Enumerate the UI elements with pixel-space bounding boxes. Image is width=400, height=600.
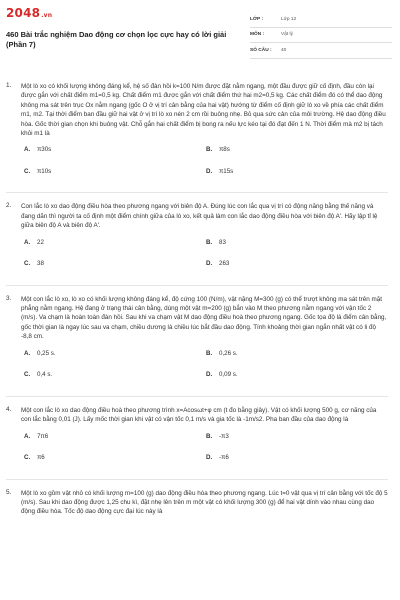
option-text: -π6	[219, 454, 229, 461]
question-number: 2.	[6, 202, 12, 210]
option-letter: B.	[206, 432, 213, 440]
option-a[interactable]	[24, 433, 206, 455]
question-text: Một con lắc lò xo dao động điều hoà theo phương trình x=Acosωt+φ cm (t đo bằng giây). Vật có khối lượng 500 g, cơ năng của con lắc bằng 0,01 (J). Lấy mốc thời gian khi vật có vận tốc 0,1 m/s và gia tốc là -1m/s2. Pha ban đầu của dao động là	[21, 406, 377, 424]
option-c[interactable]	[24, 454, 206, 476]
meta-subject-value: Vật lý	[281, 32, 293, 38]
question-number: 1.	[6, 82, 12, 89]
answer-options	[21, 433, 388, 476]
site-logo[interactable]	[6, 6, 52, 20]
question-divider	[6, 285, 388, 286]
page-header	[0, 0, 400, 62]
option-letter: D.	[206, 260, 213, 268]
meta-class-row	[250, 12, 392, 28]
question-divider	[6, 192, 388, 193]
meta-subject-label: MÔN :	[250, 32, 265, 38]
question-divider	[6, 479, 388, 480]
meta-subject-row	[250, 28, 392, 44]
option-letter: C.	[24, 167, 31, 175]
meta-count-label: SỐ CÂU :	[250, 47, 272, 53]
option-d[interactable]	[206, 260, 388, 282]
option-letter: A.	[24, 432, 31, 440]
option-text: π8s	[219, 146, 230, 154]
option-letter: A.	[24, 349, 31, 357]
option-letter: D.	[206, 167, 213, 175]
option-b[interactable]	[206, 433, 388, 455]
option-letter: B.	[206, 238, 213, 246]
option-text: π10s	[37, 167, 52, 175]
option-letter: B.	[206, 146, 213, 154]
question-number: 4.	[6, 405, 12, 413]
option-c[interactable]	[24, 371, 206, 393]
option-text: 83	[219, 238, 226, 246]
option-text: 0,09 s.	[219, 371, 238, 379]
question-1	[6, 82, 388, 189]
option-a[interactable]	[24, 350, 206, 372]
option-text: -π3	[219, 432, 229, 440]
option-d[interactable]	[206, 168, 388, 190]
option-text: 22	[37, 238, 44, 246]
meta-class-label: LỚP :	[250, 16, 264, 22]
meta-count-row	[250, 43, 392, 59]
answer-options	[21, 239, 388, 282]
logo-suffix: .vn	[41, 12, 53, 19]
question-4	[6, 406, 388, 476]
option-letter: A.	[24, 146, 31, 154]
answer-options	[21, 350, 388, 393]
option-a[interactable]	[24, 146, 206, 168]
question-text: Một con lắc lò xo, lò xo có khối lượng không đáng kể, độ cứng 100 (N/m), vật nặng M=300 (g) có thể trượt không ma sát trên mặt phẳng nằm ngang. Hệ đang ở trạng thái cân bằng, dùng một vật m=200 (g) bắn vào M theo phương nằm ngang với vận tốc 2 (m/s). Va chạm là hoàn toàn đàn hồi. Sau khi va chạm vật M dao động điều hoà theo phương ngang. Gốc tọa độ là điểm cân bằng, gốc thời gian là ngay lúc sau va chạm, chiều dương là chiều lúc bắt đầu dao động. Tính khoảng thời gian ngắn nhất vật có li độ -8,8 cm.	[21, 295, 387, 341]
option-letter: C.	[24, 260, 31, 268]
option-letter: B.	[206, 349, 213, 357]
meta-count-value: 40	[281, 47, 287, 53]
question-number: 5.	[6, 488, 12, 496]
option-b[interactable]	[206, 146, 388, 168]
option-letter: C.	[24, 371, 31, 379]
option-a[interactable]	[24, 239, 206, 261]
option-text: 263	[219, 260, 230, 268]
option-text: 7π6	[37, 432, 49, 440]
option-letter: A.	[24, 238, 31, 246]
question-text: Con lắc lò xo dao động điều hòa theo phương ngang với biên độ A. Đúng lúc con lắc qua vị trí có động năng bằng thế năng và đang dãn thì người ta cố định một điểm chính giữa của lò xo, kết quả làm con lắc dao động điều hòa với biên độ A'. Hãy lập tỉ lệ giữa biên độ A và biên độ A'.	[21, 203, 378, 230]
option-letter: C.	[24, 454, 31, 461]
option-letter: D.	[206, 371, 213, 379]
option-b[interactable]	[206, 239, 388, 261]
question-2	[6, 202, 388, 281]
option-d[interactable]	[206, 371, 388, 393]
document-meta	[250, 12, 392, 59]
option-text: π30s	[37, 146, 52, 154]
question-text: Một lò xo gồm vật nhỏ có khối lượng m=100 (g) dao động điều hòa theo phương ngang. Lúc t=0 vật qua vị trí cân bằng với tốc độ 5 (m/s). Sau khi dao động được 1,25 chu kì, đặt nhẹ lên trên m một vật có khối lượng 300 (g) để hai vật dính vào nhau cùng dao động điều hòa. Tốc độ dao động cực đại lúc này là	[21, 489, 388, 516]
question-list	[6, 82, 388, 517]
option-text: π6	[37, 454, 45, 461]
option-text: 0,25 s.	[37, 349, 56, 357]
question-number: 3.	[6, 294, 12, 302]
option-text: π15s	[219, 167, 234, 175]
option-text: 0,4 s.	[37, 371, 53, 379]
logo-main: 2048	[6, 6, 41, 20]
question-3	[6, 295, 388, 393]
option-c[interactable]	[24, 260, 206, 282]
meta-class-value: Lớp 12	[281, 16, 297, 22]
option-b[interactable]	[206, 350, 388, 372]
option-d[interactable]	[206, 454, 388, 476]
question-divider	[6, 396, 388, 397]
option-text: 0,26 s.	[219, 349, 238, 357]
option-letter: D.	[206, 454, 213, 461]
option-c[interactable]	[24, 168, 206, 190]
option-text: 38	[37, 260, 44, 268]
question-5	[6, 489, 388, 517]
answer-options	[21, 146, 388, 189]
document-title: 460 Bài trắc nghiệm Dao động cơ chọn lọc cực hay có lời giải (Phần 7)	[6, 30, 227, 49]
question-text: Một lò xo có khối lượng không đáng kể, hệ số đàn hồi k=100 N/m được đặt nằm ngang, một đầu được giữ cố định, đầu còn lại được gắn với chất điểm m1=0,5 kg. Chất điểm m1 được gắn với chất điểm thứ hai m2=0,5 kg. Các chất điểm đó có thể dao động không ma sát trên trục Ox nằm ngang (gốc O ở vị trí cân bằng của hai vật) hướng từ điểm cố định giữ lò xo về phía các chất điểm m1, m2. Tại thời điểm ban đầu giữ hai vật ở vị trí lò xo nén 2 cm rồi buông nhẹ. Bỏ qua sức cản của môi trường. Hệ dao động điều hòa. Gốc thời gian chọn khi buông vật. Chỗ gắn hai chất điểm bị bong ra nếu lực kéo tại đó đạt đến 1 N. Thời điểm mà m2 bị tách khỏi m1 là	[21, 83, 386, 138]
